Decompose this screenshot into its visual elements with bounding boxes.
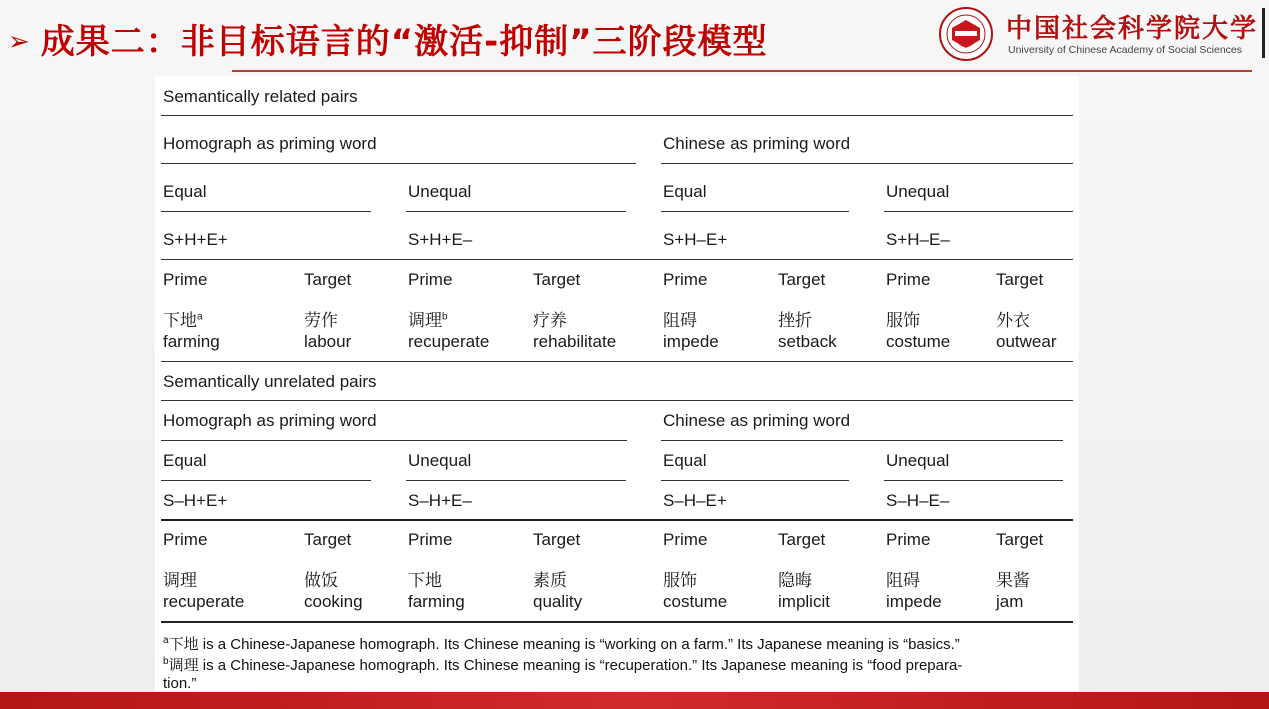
divider: [161, 400, 1073, 401]
university-name-cn: 中国社会科学院大学: [1006, 14, 1259, 44]
col-header-target: Target: [996, 530, 1044, 549]
col-header-target: Target: [778, 530, 826, 549]
col-header-target: Target: [533, 270, 581, 289]
unrelated-homograph-label: Homograph as priming word: [163, 411, 377, 430]
col-header-target: Target: [533, 530, 581, 549]
condition-label: S–H–E+: [663, 491, 727, 510]
prime-en: farming: [163, 332, 220, 351]
col-header-target: Target: [304, 530, 352, 549]
prime-cn: 下地$^a$: [163, 311, 203, 330]
prime-cn: 调理: [163, 571, 197, 590]
divider: [661, 480, 849, 481]
prime-cn: 下地: [408, 571, 442, 590]
target-en: setback: [778, 332, 837, 351]
col-header-prime: Prime: [408, 270, 453, 289]
target-en: outwear: [996, 332, 1057, 351]
divider: [161, 361, 1073, 362]
target-cn: 外衣: [996, 311, 1030, 330]
related-unequal-label: Unequal: [408, 182, 472, 201]
target-cn: 劳作: [304, 311, 338, 330]
col-header-target: Target: [996, 270, 1044, 289]
prime-en: costume: [663, 592, 728, 611]
footnote-b: $^b$调理 is a Chinese-Japanese homograph. Its Chinese meaning is “recuperation.” Its Japanese meaning is “food prepara-: [163, 656, 963, 674]
condition-label: S–H+E–: [408, 491, 472, 510]
university-emblem-icon: [938, 6, 994, 62]
footnote-a: $^a$下地 is a Chinese-Japanese homograph. Its Chinese meaning is “working on a farm.” Its Japanese meaning is “basics.”: [163, 635, 960, 653]
prime-cn: 调理$^b$: [408, 311, 448, 330]
target-en: labour: [304, 332, 352, 351]
title-underline: [232, 70, 1252, 72]
related-section-label: Semantically related pairs: [163, 87, 358, 106]
prime-cn: 服饰: [663, 571, 697, 590]
prime-en: impede: [886, 592, 942, 611]
divider: [161, 440, 627, 441]
condition-label: S+H–E–: [886, 230, 950, 249]
unrelated-chinese-label: Chinese as priming word: [663, 411, 851, 430]
target-cn: 疗养: [533, 311, 567, 330]
col-header-target: Target: [778, 270, 826, 289]
col-header-prime: Prime: [408, 530, 453, 549]
target-en: jam: [996, 592, 1024, 611]
unrelated-unequal-label: Unequal: [886, 451, 950, 470]
prime-en: recuperate: [408, 332, 490, 351]
prime-en: farming: [408, 592, 465, 611]
col-header-prime: Prime: [163, 270, 208, 289]
unrelated-unequal-label: Unequal: [408, 451, 472, 470]
divider: [406, 211, 626, 212]
related-chinese-label: Chinese as priming word: [663, 134, 851, 153]
related-equal-label: Equal: [663, 182, 707, 201]
condition-label: S–H–E–: [886, 491, 950, 510]
prime-en: impede: [663, 332, 719, 351]
target-en: quality: [533, 592, 583, 611]
slide-title: [8, 14, 768, 63]
condition-label: S+H–E+: [663, 230, 728, 249]
divider: [161, 211, 371, 212]
col-header-target: Target: [304, 270, 352, 289]
target-en: rehabilitate: [533, 332, 617, 351]
col-header-prime: Prime: [886, 530, 931, 549]
arrow-bullet-icon: ➢: [8, 27, 31, 57]
table-bottom-rule: [161, 621, 1073, 623]
unrelated-section-label: Semantically unrelated pairs: [163, 372, 377, 391]
condition-label: S+H+E+: [163, 230, 228, 249]
target-cn: 果酱: [996, 571, 1030, 590]
unrelated-equal-label: Equal: [163, 451, 207, 470]
header-divider-bar: [1262, 8, 1265, 58]
slide-title-text: 成果二：非目标语言的“激活-抑制”三阶段模型: [40, 22, 768, 62]
slide-header: [0, 0, 1269, 80]
target-en: cooking: [304, 592, 363, 611]
target-cn: 挫折: [778, 311, 812, 330]
target-cn: 隐晦: [778, 571, 812, 590]
divider: [161, 519, 1073, 521]
prime-en: recuperate: [163, 592, 245, 611]
related-homograph-label: Homograph as priming word: [163, 134, 377, 153]
table-image: [155, 76, 1079, 692]
col-header-prime: Prime: [163, 530, 208, 549]
footnote-b-continued: tion.”: [163, 675, 197, 692]
prime-cn: 阻碍: [886, 571, 920, 590]
university-name-en: University of Chinese Academy of Social Sciences: [1008, 44, 1243, 56]
condition-label: S–H+E+: [163, 491, 228, 510]
divider: [661, 440, 1063, 441]
related-unequal-label: Unequal: [886, 182, 950, 201]
prime-cn: 服饰: [886, 311, 920, 330]
divider: [884, 211, 1073, 212]
divider: [406, 480, 626, 481]
target-cn: 做饭: [304, 571, 338, 590]
col-header-prime: Prime: [663, 530, 708, 549]
col-header-prime: Prime: [886, 270, 931, 289]
condition-label: S+H+E–: [408, 230, 473, 249]
divider: [661, 211, 849, 212]
related-equal-label: Equal: [163, 182, 207, 201]
divider: [161, 259, 1073, 260]
divider: [884, 480, 1063, 481]
footer-band: [0, 692, 1269, 709]
prime-cn: 阻碍: [663, 311, 697, 330]
divider: [161, 115, 1073, 116]
col-header-prime: Prime: [663, 270, 708, 289]
target-en: implicit: [778, 592, 830, 611]
prime-en: costume: [886, 332, 951, 351]
divider: [661, 163, 1073, 164]
target-cn: 素质: [533, 571, 567, 590]
divider: [161, 480, 371, 481]
divider: [161, 163, 636, 164]
unrelated-equal-label: Equal: [663, 451, 707, 470]
